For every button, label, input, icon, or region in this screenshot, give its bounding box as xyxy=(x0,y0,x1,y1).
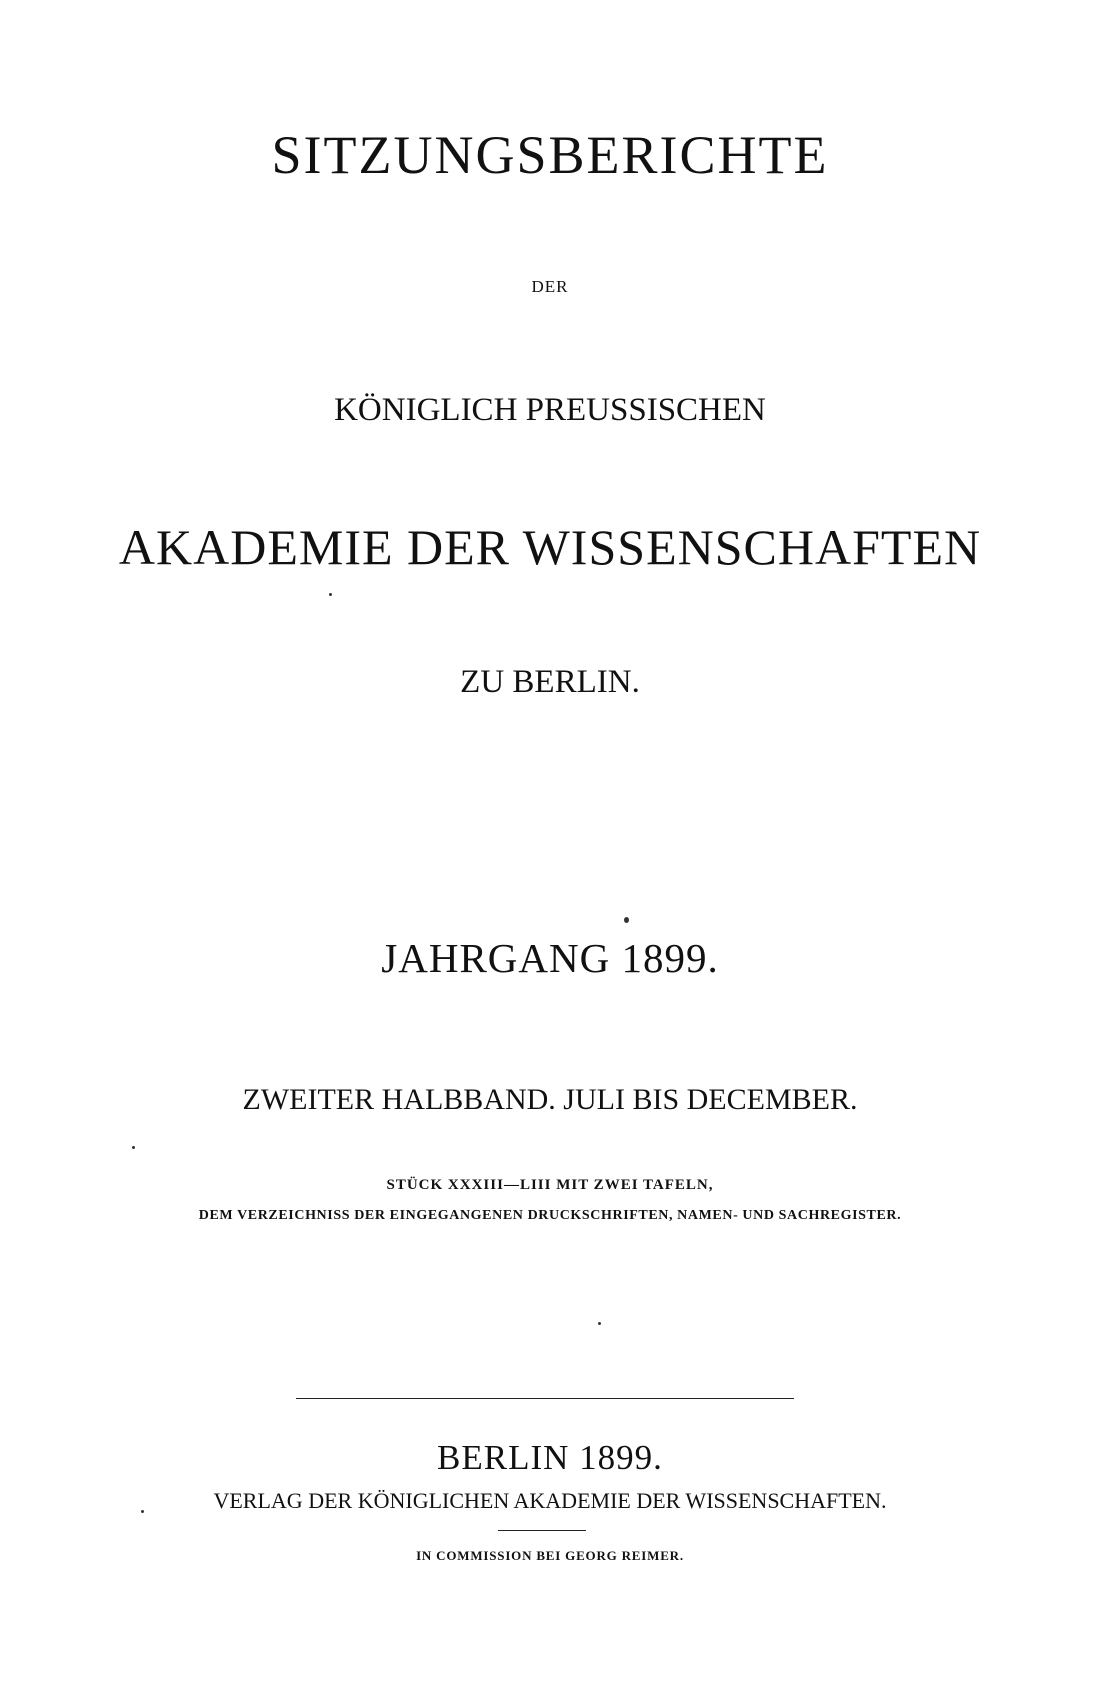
stueck-line: STÜCK XXXIII—LIII MIT ZWEI TAFELN, xyxy=(386,1177,714,1193)
print-speck xyxy=(624,917,629,923)
imprint-divider-rule xyxy=(296,1398,794,1399)
halbband-line: ZWEITER HALBBAND. JULI BIS DECEMBER. xyxy=(242,1083,858,1116)
place-year-line: BERLIN 1899. xyxy=(437,1438,663,1477)
publisher-line: VERLAG DER KÖNIGLICHEN AKADEMIE DER WISSENSCHAFTEN. xyxy=(213,1488,887,1513)
main-title: SITZUNGSBERICHTE xyxy=(271,125,829,185)
verzeichniss-line: DEM VERZEICHNISS DER EINGEGANGENEN DRUCKSCHRIFTEN, NAMEN- UND SACHREGISTER. xyxy=(198,1208,902,1223)
zu-berlin-line: ZU BERLIN. xyxy=(460,664,640,700)
jahrgang-line: JAHRGANG 1899. xyxy=(381,935,719,981)
print-speck xyxy=(329,593,332,596)
print-speck xyxy=(141,1510,144,1513)
print-speck xyxy=(132,1146,135,1149)
akademie-title: AKADEMIE DER WISSENSCHAFTEN xyxy=(118,519,982,575)
publisher-underline-rule xyxy=(498,1530,586,1531)
koeniglich-preussischen-line: KÖNIGLICH PREUSSISCHEN xyxy=(334,392,766,428)
print-speck xyxy=(598,1322,601,1325)
der-line: DER xyxy=(531,277,569,296)
commission-line: IN COMMISSION BEI GEORG REIMER. xyxy=(416,1548,684,1563)
